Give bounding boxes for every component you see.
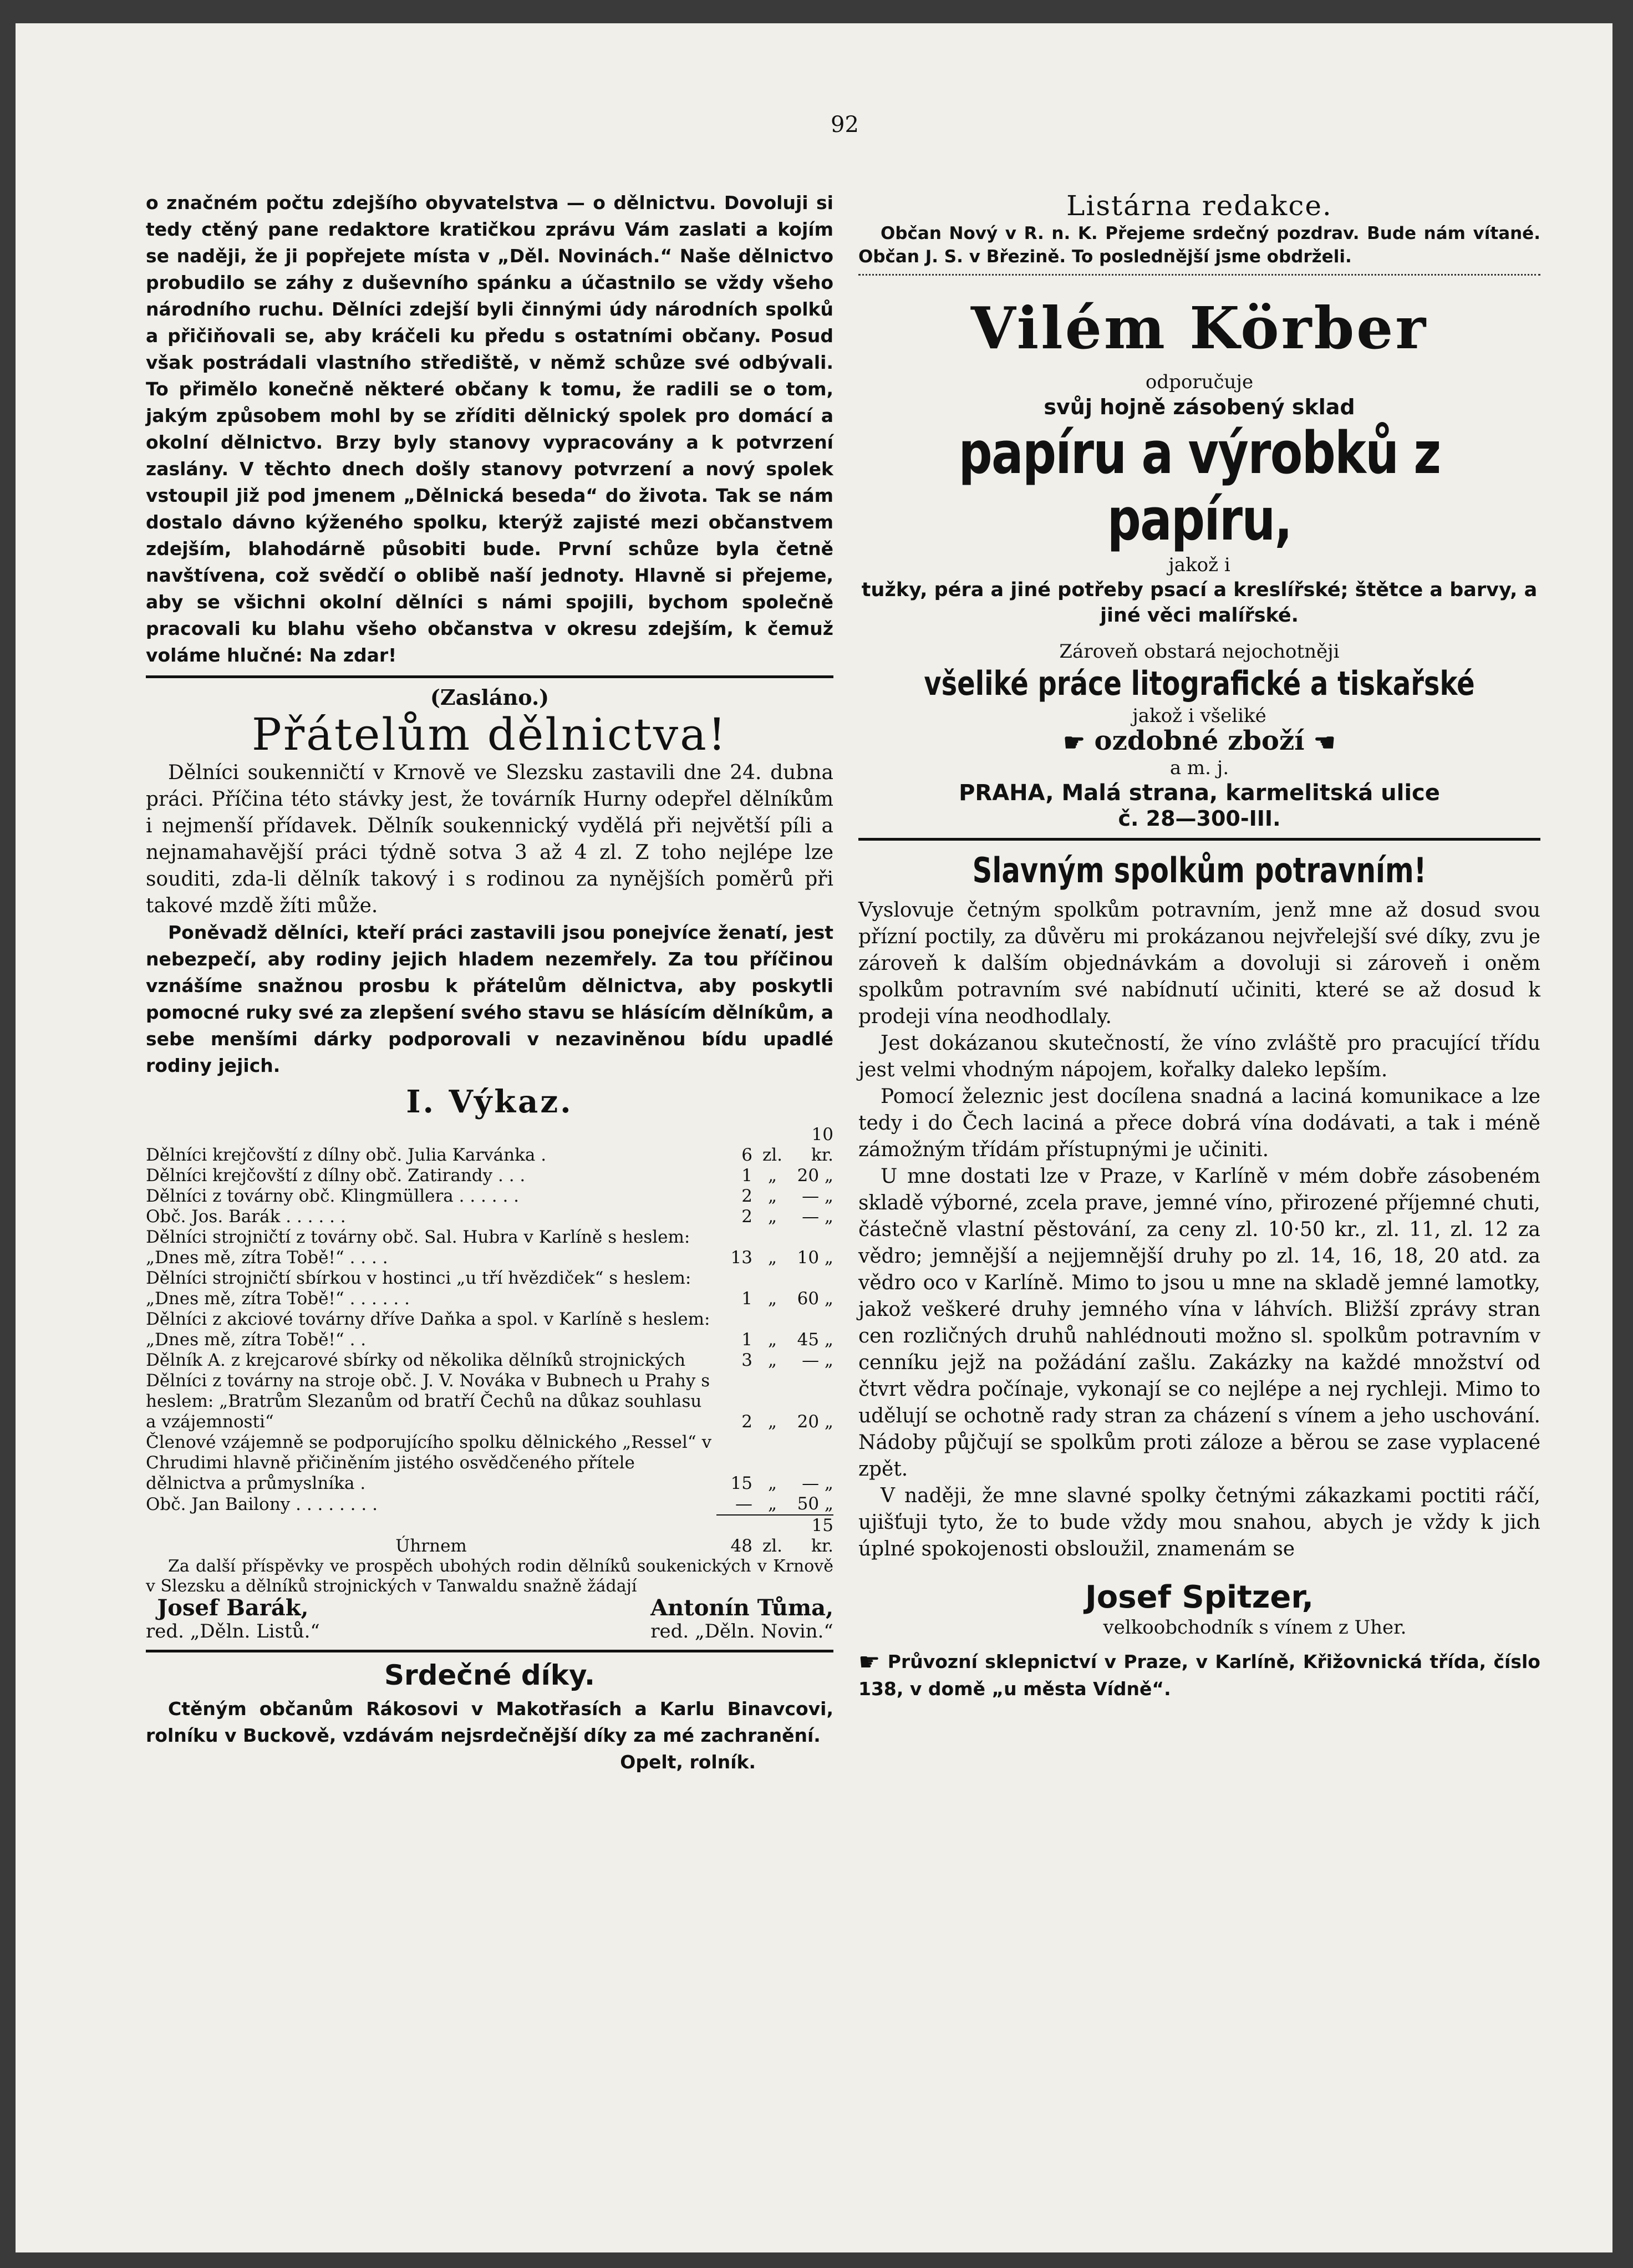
vykaz-row bbox=[146, 1494, 833, 1515]
also2-text: Zároveň obstará nejochotněji bbox=[1059, 640, 1340, 663]
divider bbox=[858, 838, 1540, 841]
wine-signature: Josef Spitzer, bbox=[1085, 1579, 1314, 1615]
vykaz-n: 15 bbox=[730, 1473, 752, 1493]
works-headline: všeliké práce litografické a tiskařské bbox=[924, 664, 1475, 703]
vykaz-k: — „ bbox=[802, 1350, 833, 1370]
wine-ad-paragraph: Jest dokázanou skutečností, že víno zvláště pro pracující třídu jest velmi vhodným nápojem, kořalky daleko lepším. bbox=[858, 1031, 1540, 1081]
vykaz-u: „ bbox=[767, 1248, 777, 1268]
vykaz-k: 60 „ bbox=[797, 1289, 833, 1309]
paper-headline: papíru a výrobků z papíru, bbox=[958, 419, 1441, 553]
vykaz-row bbox=[146, 1227, 833, 1268]
wine-ad-paragraph: V naději, že mne slavné spolky četnými zákazkami poctiti ráčí, ujišťuji tyto, že to bude vždy mou snahou, abych je vždy k jich úplné spokojenosti obsloužil, znamenám se bbox=[858, 1484, 1540, 1560]
vykaz-u: „ bbox=[767, 1166, 777, 1186]
vykaz-row bbox=[146, 1186, 833, 1207]
vykaz-label: Dělníci strojničtí z továrny obč. Sal. Hubra v Karlíně s heslem: „Dnes mě, zítra Tobě!“ . . . . bbox=[146, 1227, 690, 1268]
vykaz-u: „ bbox=[767, 1207, 777, 1227]
vykaz-note: Za další příspěvky ve prospěch ubohých rodin dělníků soukenických v Krnově v Slezsku a dělníků strojnických v Tanwaldu snažně žádají bbox=[146, 1557, 833, 1596]
total-kr: 15 kr. bbox=[789, 1515, 833, 1557]
fancy-goods-line bbox=[858, 725, 1540, 757]
vykaz-u: „ bbox=[767, 1350, 777, 1370]
vykaz-label: Členové vzájemně se podporujícího spolku dělnického „Ressel“ v Chrudimi hlavně přičiněním jistého osvědčeného přítele dělnictva a průmyslníka . bbox=[146, 1432, 712, 1493]
vykaz-u: zl. bbox=[762, 1145, 783, 1165]
listarna-title: Listárna redakce. bbox=[1066, 190, 1332, 222]
ad-address: PRAHA, Malá strana, karmelitská ulice bbox=[959, 780, 1440, 806]
signature-2 bbox=[650, 1596, 833, 1643]
total-amount: 48 bbox=[716, 1515, 756, 1557]
amj-text: a m. j. bbox=[1169, 756, 1229, 779]
vykaz-k: 45 „ bbox=[797, 1330, 833, 1350]
divider bbox=[146, 1650, 833, 1652]
vykaz-label: Dělníci krejčovští z dílny obč. Zatirandy . . . bbox=[146, 1166, 526, 1186]
divider bbox=[858, 274, 1540, 276]
vykaz-total-row bbox=[146, 1515, 833, 1557]
pointing-hand-icon: ☛ bbox=[1063, 728, 1085, 757]
signature-name: Josef Barák, bbox=[157, 1595, 309, 1621]
vykaz-k: — „ bbox=[802, 1473, 833, 1493]
newspaper-page bbox=[16, 23, 1612, 2252]
also3-text: jakož i všeliké bbox=[1132, 705, 1266, 727]
vykaz-k: — „ bbox=[802, 1207, 833, 1227]
vykaz-title: I. Výkaz. bbox=[406, 1084, 573, 1120]
wine-ad-paragraph: Vyslovuje četným spolkům potravním, jenž mne až dosud svou přízní poctily, za důvěru mi prokázanou nejvřelejší své díky, zvu je zároveň k dalším objednávkám a dovoluji si zároveň i oněm spolkům potravním své nabídnutí učiniti, které se až dosud k prodeji vína neodhodlaly. bbox=[858, 898, 1540, 1028]
listarna-text: Občan Nový v R. n. K. Přejeme srdečný pozdrav. Bude nám vítané. Občan J. S. v Březině. To poslednější jsme obdrželi. bbox=[858, 223, 1540, 267]
divider bbox=[146, 675, 833, 678]
thanks-text: Ctěným občanům Rákosovi v Makotřasích a Karlu Binavcovi, rolníku v Buckově, vzdávám nejsrdečnější díky za mé zachranění. bbox=[146, 1698, 833, 1746]
vykaz-u: „ bbox=[767, 1412, 777, 1432]
wine-ad-paragraph: U mne dostati lze v Praze, v Karlíně v mém dobře zásobeném skladě výborné, zcela prave, jemné víno, přirozené příjemné chuti, částečně vlastní pěstování, za ceny zl. 10·50 kr., zl. 11, zl. 12 za vědro; jemnější a nejjemnější druhy po zl. 14, 16, 18, 20 atd. za vědro oco v Karlíně. Mimo to jsou u mne na skladě jemné lamotky, jakož veškeré druhy jemného vína v láhvích. Bližší zprávy stran cen rozličných druhů nahlédnouti možno sl. spolkům potravním v cenníku jejž na požádání zašlu. Zakázky na každé množství od čtvrt vědra počínaje, vykonají se co nejlépe a nej rychleji. Mimo to udělují se ochotně rady stran za cházení s vínem a jeho uschování. Nádoby půjčují se spolkům proti zálozе a běrou se zase vyplacené zpět. bbox=[858, 1164, 1540, 1481]
vykaz-n: 2 bbox=[741, 1186, 752, 1206]
stock-text: svůj hojně zásobený sklad bbox=[1044, 395, 1355, 419]
vykaz-label: Obč. Jos. Barák . . . . . . bbox=[146, 1207, 346, 1227]
advertiser-name: Vilém Körber bbox=[970, 294, 1428, 362]
vykaz-k: 50 „ bbox=[797, 1494, 833, 1514]
vykaz-n: 1 bbox=[741, 1330, 752, 1350]
vykaz-u: „ bbox=[767, 1473, 777, 1493]
vykaz-label: Obč. Jan Bailony . . . . . . . . bbox=[146, 1494, 378, 1514]
signature-1 bbox=[146, 1596, 320, 1643]
vykaz-row bbox=[146, 1432, 833, 1494]
vykaz-k: — „ bbox=[802, 1186, 833, 1206]
wine-footer-text: Průvozní sklepnictví v Praze, v Karlíně, Křižovnická třída, číslo 138, v domě „u města Vídně“. bbox=[858, 1650, 1540, 1700]
vykaz-u: „ bbox=[767, 1289, 777, 1309]
vykaz-label: Dělníci z továrny obč. Klingmüllera . . . . . . bbox=[146, 1186, 520, 1206]
wine-ad-body bbox=[858, 897, 1540, 1563]
vykaz-k: 20 „ bbox=[797, 1166, 833, 1186]
zaslano-label: (Zasláno.) bbox=[430, 685, 550, 710]
thanks-title: Srdečné díky. bbox=[384, 1659, 596, 1691]
vykaz-label: Dělníci krejčovští z dílny obč. Julia Karvánka . bbox=[146, 1145, 547, 1165]
vykaz-row bbox=[146, 1125, 833, 1166]
vykaz-n: 3 bbox=[741, 1350, 752, 1370]
left-column bbox=[146, 190, 833, 1776]
total-label: Úhrnem bbox=[395, 1536, 467, 1556]
signatures bbox=[146, 1596, 833, 1643]
vykaz-u: „ bbox=[767, 1494, 777, 1514]
vykaz-n: 1 bbox=[741, 1289, 752, 1309]
vykaz-k: 10 „ bbox=[797, 1248, 833, 1268]
wine-footer bbox=[858, 1649, 1540, 1703]
signature-role: red. „Děln. Novin.“ bbox=[650, 1620, 833, 1642]
also-text: jakož i bbox=[1168, 554, 1230, 576]
vykaz-label: Dělník A. z krejcarové sbírky od několika dělníků strojnických bbox=[146, 1350, 686, 1370]
appeal-paragraph: Dělníci soukenničtí v Krnově ve Slezsku zastavili dne 24. dubna práci. Příčina této stávky jest, že továrník Hurny odepřel dělníkům i nejmenší přídavek. Dělník soukennický vydělá při největší píli a nejnamahavější práci týdně sotva 3 až 4 zl. Z toho nejlépe lze souditi, zda-li dělník takový i s rodinou za nynějších poměrů při takové mzdě žíti může. bbox=[146, 761, 833, 917]
pointing-hand-icon: ☛ bbox=[1314, 728, 1336, 757]
vykaz-n: 1 bbox=[741, 1166, 752, 1186]
appeal-paragraph: Poněvadž dělníci, kteří práci zastavili jsou ponejvíce ženatí, jest nebezpečí, aby rodiny jejich hladem nezemřely. Za tou příčinou vznášíme snažnou prosbu k přátelům dělnictva, aby poskytli pomocné ruky své za zlepšení svého stavu se hlásícím dělníkům, a sebe menšími dárky podporovali v nezaviněnou bídu upadlé rodiny jejich. bbox=[146, 922, 833, 1076]
page-number: 92 bbox=[831, 112, 859, 138]
vykaz-n: 2 bbox=[741, 1412, 752, 1432]
vykaz-row bbox=[146, 1207, 833, 1227]
ad-number: č. 28—300-III. bbox=[1118, 806, 1281, 831]
wine-headline: Slavným spolkům potravním! bbox=[972, 850, 1427, 891]
goods-text: tužky, péra a jiné potřeby psací a kreslířské; štětce a barvy, a jiné věci malířské. bbox=[861, 579, 1538, 627]
recommends-text: odporučuje bbox=[1145, 371, 1254, 393]
vykaz-n: 13 bbox=[730, 1248, 752, 1268]
vykaz-label: Dělníci z továrny na stroje obč. J. V. Nováka v Bubnech u Prahy s heslem: „Bratrům Slezanům od bratří Čechů na důkaz souhlasu a vzájemnosti“ bbox=[146, 1371, 710, 1432]
vykaz-u: „ bbox=[767, 1330, 777, 1350]
vykaz-row bbox=[146, 1309, 833, 1350]
fancy-goods-text: ozdobné zboží bbox=[1094, 725, 1305, 756]
signature-name: Antonín Tůma, bbox=[650, 1595, 833, 1621]
vykaz-row bbox=[146, 1268, 833, 1309]
vykaz-label: Dělníci z akciové továrny dříve Daňka a spol. v Karlíně s heslem: „Dnes mě, zítra Tobě!“ . . bbox=[146, 1309, 710, 1350]
thanks-signature: Opelt, rolník. bbox=[620, 1751, 756, 1773]
signature-role: red. „Děln. Listů.“ bbox=[146, 1620, 320, 1642]
vykaz-label: Dělníci strojničtí sbírkou v hostinci „u tří hvězdiček“ s heslem: „Dnes mě, zítra Tobě!“ . . . . . . bbox=[146, 1268, 691, 1309]
appeal-headline: Přátelům dělnictva! bbox=[252, 709, 728, 760]
vykaz-n: 2 bbox=[741, 1207, 752, 1227]
vykaz-table bbox=[146, 1125, 833, 1557]
vykaz-k: 10 kr. bbox=[811, 1125, 833, 1165]
article-intro: o značném počtu zdejšího obyvatelstva — o dělnictvu. Dovoluji si tedy ctěný pane redaktore kratičkou zprávu Vám zaslati a kojím se naději, že ji popřejete místa v „Děl. Novinách.“ Naše dělnictvo probudilo se záhy z duševního spánku a účastnilo se vždy všeho národního ruchu. Dělníci zdejší byli činnými údy národních spolků a přičiňovali se, aby kráčeli ku předu s ostatními občany. Posud však postrádali vlastního střediště, v němž schůze své odbývali. To přimělo konečně některé občany k tomu, že radili se o tom, jakým způsobem mohl by se zříditi dělnický spolek pro domácí a okolní dělnictvo. Brzy byly stanovy vypracovány a k potvrzení zaslány. V těchto dnech došly stanovy potvrzení a nový spolek vstoupil již pod jmenem „Dělnická beseda“ do života. Tak se nám dostalo dávno kýženého spolku, kterýž zajisté mezi občanstvem zdejším, blahodárně působiti bude. První schůze byla četně navštívena, což svědčí o oblibě naší jednoty. Hlavně si přejeme, aby se všichni okolní dělníci s námi spojili, bychom společně pracovali ku blahu všeho občanstva v okresu zdejším, k čemuž voláme hlučné: Na zdar! bbox=[146, 192, 833, 666]
vykaz-n: — bbox=[735, 1494, 752, 1514]
vykaz-k: 20 „ bbox=[797, 1412, 833, 1432]
pointing-hand-icon: ☛ bbox=[858, 1648, 881, 1676]
right-column bbox=[858, 190, 1540, 1702]
wine-ad-paragraph: Pomocí železnic jest docílena snadná a laciná komunikace a lze tedy i do Čech laciná a přece dobrá vína dodávati, a tak i méně zámožným třídám přístupnými je učiniti. bbox=[858, 1085, 1540, 1161]
vykaz-row bbox=[146, 1350, 833, 1371]
wine-role: velkoobchodník s vínem z Uher. bbox=[1103, 1616, 1407, 1639]
vykaz-row bbox=[146, 1166, 833, 1186]
total-unit: zl. bbox=[756, 1515, 789, 1557]
vykaz-row bbox=[146, 1371, 833, 1432]
vykaz-u: „ bbox=[767, 1186, 777, 1206]
vykaz-n: 6 bbox=[741, 1145, 752, 1165]
